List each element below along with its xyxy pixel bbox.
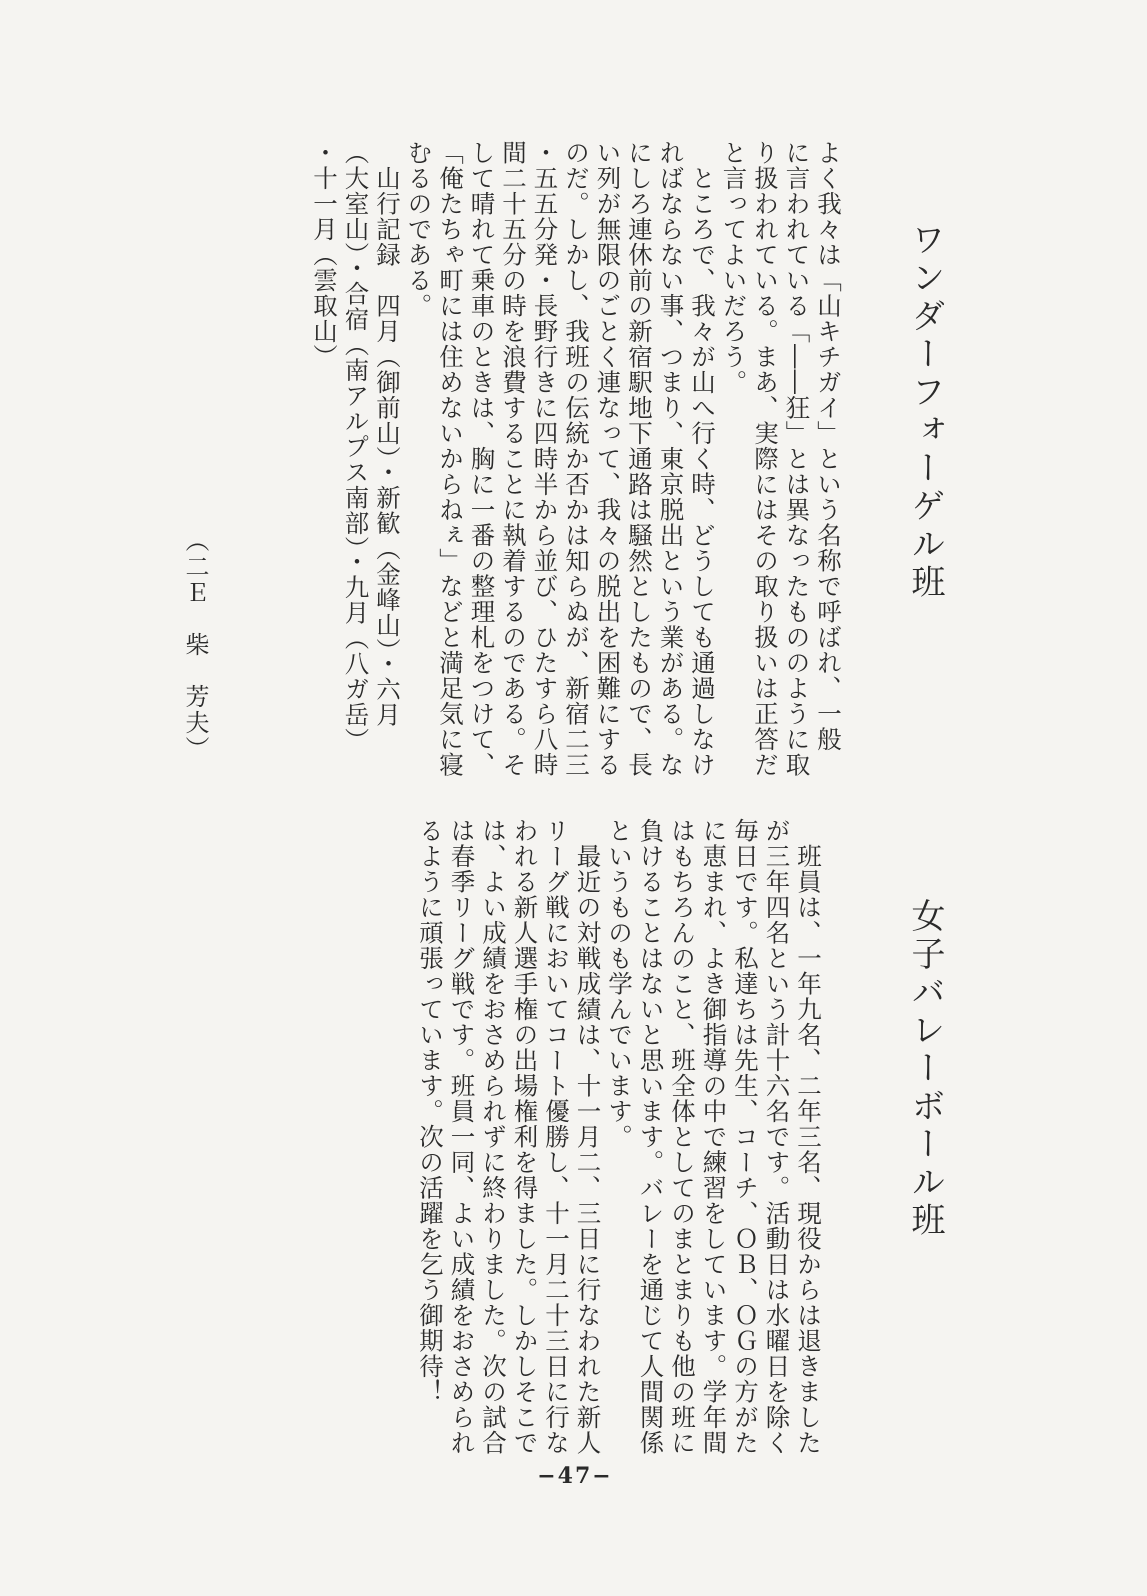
text-line: ・十一月（雲取山） [310, 140, 339, 370]
text-line: むるのである。 [404, 140, 434, 319]
text-line: り扱われている。まあ、実際にはその取り扱いは正答だ [751, 140, 780, 778]
text-line: というものも学んでいます。 [605, 818, 634, 1150]
text-line: 最近の対戦成績は、十一月二、三日に行なわれた新人 [573, 818, 603, 1456]
text-line: リーグ戦においてコート優勝し、十一月二十三日に行な [542, 818, 571, 1456]
text-line: に言われている「――狂」とは異なったもののように取 [782, 140, 812, 778]
text-line: ところで、我々が山へ行く時、どうしても通過しなけ [688, 140, 717, 778]
text-line: い列が無限のごとく連なって、我々の脱出を困難にする [593, 140, 623, 778]
wonder-section-title: ワンダーフォーゲル班 [905, 222, 945, 602]
volley-section-title: 女子バレーボール班 [905, 898, 945, 1240]
text-line: が三年四名という計十六名です。活動日は水曜日を除く [762, 818, 792, 1456]
text-line: ればならない事、つまり、東京脱出という業がある。な [656, 140, 686, 778]
text-line: のだ。しかし、我班の伝統か否かは知らぬが、新宿二三 [562, 140, 591, 778]
page-number: −47− [537, 1463, 613, 1489]
wonder-section-body [309, 140, 845, 780]
text-line: はもちろんのこと、班全体としてのまとまりも他の班に [668, 818, 697, 1456]
text-line: 毎日です。私達ちは先生、コーチ、ＯＢ、ＯＧの方がた [731, 818, 760, 1456]
text-line: （大室山）・合宿（南アルプス南部）・九月（八ガ岳） [341, 140, 371, 753]
text-line: ・五五分発・長野行きに四時半から並び、ひたすら八時 [530, 140, 560, 778]
text-line: 間二十五分の時を浪費することに執着するのである。そ [499, 140, 528, 778]
wonder-author: （二Ｅ 柴 芳夫） [181, 528, 209, 762]
text-line: 「俺たちゃ町には住めないからねぇ」などと満足気に寝 [436, 140, 465, 778]
text-line: 負けることはないと思います。バレーを通じて人間関係 [636, 818, 666, 1456]
text-line: よく我々は「山キチガイ」という名称で呼ばれ、一般 [814, 140, 843, 752]
text-line: して晴れて乗車のときは、胸に一番の整理札をつけて、 [467, 140, 497, 778]
text-line: と言ってよいだろう。 [719, 140, 749, 395]
text-line: われる新人選手権の出場権利を得ました。しかしそこで [510, 818, 540, 1456]
text-line: 山行記録 四月（御前山）・新歓（金峰山）・六月 [373, 140, 402, 728]
text-line: 班員は、一年九名、二年三名、現役からは退きました [794, 818, 823, 1456]
volley-section-body [415, 818, 825, 1458]
text-line: にしろ連休前の新宿駅地下通路は騒然としたもので、長 [625, 140, 654, 778]
text-line: は春季リーグ戦です。班員一同、よい成績をおさめられ [447, 818, 477, 1456]
text-line: は、よい成績をおさめられずに終わりました。次の試合 [479, 818, 508, 1456]
text-line: に恵まれ、よき御指導の中で練習をしています。学年間 [699, 818, 729, 1456]
text-line: るように頑張っています。次の活躍を乞う御期待！ [416, 818, 445, 1405]
